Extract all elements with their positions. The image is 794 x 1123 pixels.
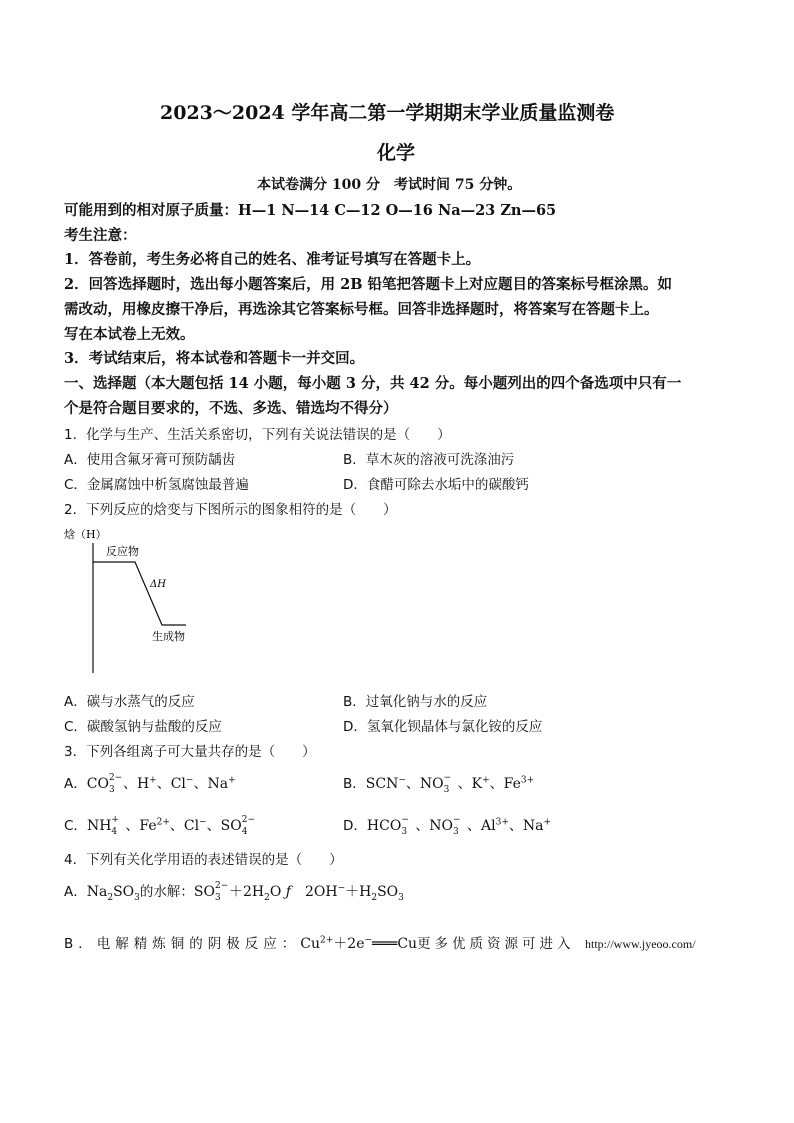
q4-option-a: A．$Na_2SO_3$的水解：SO 2− 3 $+2H_2O$ ƒ $2OH^-+H_2SO_3$ (64, 881, 404, 903)
delta-h-label: ΔH (150, 579, 166, 590)
q3-stem: 3．下列各组离子可大量共存的是（ ） (64, 744, 316, 760)
q1-option-c: C．金属腐蚀中析氢腐蚀最普遍 (64, 477, 249, 493)
q3-option-b: B．SCN−、NO − 3 、K+、$Fe^{3+}$ (343, 773, 535, 795)
exam-title: 2023～2024 学年高二第一学期期末学业质量监测卷 (160, 102, 615, 124)
enthalpy-path (93, 562, 186, 625)
q4-option-b: B．电解精炼铜的阴极反应：$Cu^{2+}+2e^-═══Cu$更多优质资源可进入 http://www.jyeoo.com/ (64, 935, 696, 952)
product-label: 生成物 (152, 630, 185, 643)
subject-title: 化学 (377, 142, 416, 164)
q1-stem: 1．化学与生产、生活关系密切，下列有关说法错误的是（ ） (64, 427, 451, 443)
note-1: 1．答卷前，考生务必将自己的姓名、准考证号填写在答题卡上。 (64, 251, 481, 268)
source-url[interactable]: http://www.jyeoo.com/ (585, 937, 696, 951)
q2-option-d: D．氢氧化钡晶体与氯化铵的反应 (343, 719, 543, 735)
q1-option-d: D．食醋可除去水垢中的碳酸钙 (343, 477, 529, 493)
section-1-line-2: 个是符合题目要求的，不选、多选、错选均不得分） (64, 400, 398, 417)
atomic-masses: 可能用到的相对原子质量：H—1 N—14 C—12 O—16 Na—23 Zn—65 (64, 202, 557, 219)
enthalpy-diagram (60, 525, 240, 675)
notes-heading: 考生注意： (64, 227, 137, 244)
q3-option-c: C．NH + 4 、$Fe^{2+}$、Cl−、SO 2− 4 (64, 815, 256, 837)
q1-option-a: A．使用含氟牙膏可预防龋齿 (64, 452, 236, 468)
note-2-line-2: 需改动，用橡皮擦干净后，再选涂其它答案标号框。回答非选择题时，将答案写在答题卡上。 (64, 301, 659, 318)
note-3: 3．考试结束后，将本试卷和答题卡一并交回。 (64, 350, 365, 367)
reactant-label: 反应物 (106, 545, 139, 558)
note-2-line-1: 2．回答选择题时，选出每小题答案后，用 2B 铅笔把答题卡上对应题目的答案标号框涂黑。如 (64, 276, 673, 293)
note-2-line-3: 写在本试卷上无效。 (64, 326, 195, 343)
q4-stem: 4．下列有关化学用语的表述错误的是（ ） (64, 852, 343, 868)
score-time-note: 本试卷满分 100 分 考试时间 75 分钟。 (257, 177, 522, 193)
q2-option-b: B．过氧化钠与水的反应 (343, 694, 488, 710)
q2-option-a: A．碳与水蒸气的反应 (64, 694, 195, 710)
q1-option-b: B．草木灰的溶液可洗涤油污 (343, 452, 515, 468)
q2-option-c: C．碳酸氢钠与盐酸的反应 (64, 719, 222, 735)
q3-option-d: D．HCO − 3 、NO − 3 、$Al^{3+}$、Na+ (343, 815, 552, 837)
enthalpy-axis-label: 焓（H） (64, 528, 107, 541)
q3-option-a: A．CO 2− 3 、H+、Cl−、Na+ (64, 773, 236, 795)
section-1-line-1: 一、选择题（本大题包括 14 小题，每小题 3 分，共 42 分。每小题列出的四个备选项中只有一 (64, 375, 682, 392)
q2-stem: 2．下列反应的焓变与下图所示的图象相符的是（ ） (64, 502, 397, 518)
